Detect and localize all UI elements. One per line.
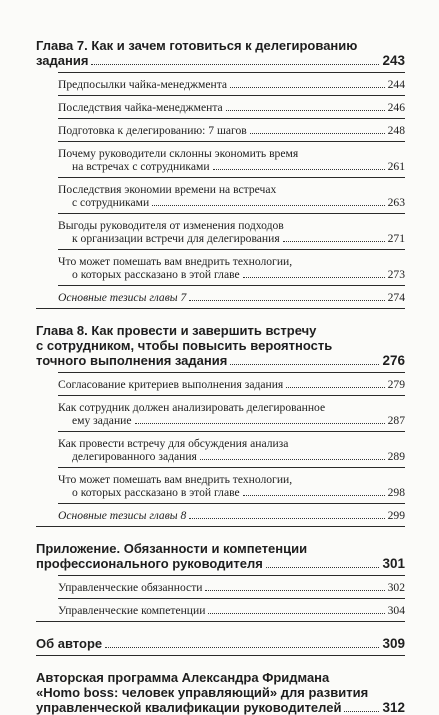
- leader-dots: [283, 241, 385, 242]
- toc-entry-summary: [58, 504, 405, 526]
- toc-entry: [58, 432, 405, 467]
- program-title-line: управленческой квалификации руководителей: [36, 700, 342, 715]
- entry-page: 274: [387, 291, 405, 304]
- entry-title-cont: на встречах с сотрудниками: [72, 160, 210, 173]
- chapter-8-title-line: с сотрудником, чтобы повысить вероятность: [36, 338, 333, 353]
- toc-entry: [58, 142, 405, 177]
- leader-dots: [286, 387, 384, 388]
- entry-page: 246: [387, 101, 405, 114]
- leader-dots: [91, 64, 379, 65]
- chapter-7-title-line: задания: [36, 53, 89, 68]
- entry-title: Предпосылки чайка-менеджмента: [58, 78, 228, 91]
- leader-dots: [205, 590, 384, 591]
- toc-entry: [58, 576, 405, 598]
- entry-page: 263: [387, 196, 405, 209]
- entry-page: 299: [387, 509, 405, 522]
- chapter-8-title-line: Глава 8. Как провести и завершить встречу: [36, 323, 317, 338]
- leader-dots: [200, 459, 385, 460]
- divider: [36, 308, 405, 309]
- leader-dots: [243, 495, 385, 496]
- leader-dots: [250, 133, 385, 134]
- divider: [36, 621, 405, 622]
- program-title-line: «Homo boss: человек управляющий» для развития: [36, 685, 369, 700]
- entry-title: Выгоды руководителя от изменения подходов: [58, 219, 284, 232]
- entry-title: Управленческие обязанности: [58, 581, 203, 594]
- toc-entry: [58, 599, 405, 621]
- program-title-line: Авторская программа Александра Фридмана: [36, 670, 330, 685]
- program-page: 312: [382, 700, 405, 715]
- appendix-section: [36, 541, 405, 622]
- entry-page: 279: [387, 378, 405, 391]
- leader-dots: [230, 364, 379, 365]
- entry-title: Как сотрудник должен анализировать делегированное: [58, 401, 326, 414]
- entry-title-cont: к организации встречи для делегирования: [72, 232, 280, 245]
- entry-page: 271: [387, 232, 405, 245]
- toc-entry: [58, 214, 405, 249]
- entry-title: Последствия чайка-менеджмента: [58, 101, 223, 114]
- entry-title-cont: о которых рассказано в этой главе: [72, 486, 240, 499]
- chapter-8-title: [36, 323, 405, 368]
- toc-entry-summary: [58, 286, 405, 308]
- toc-entry: [58, 468, 405, 503]
- leader-dots: [266, 567, 380, 568]
- entry-title: Как провести встречу для обсуждения анализа: [58, 437, 289, 450]
- leader-dots: [243, 277, 385, 278]
- entry-title: Подготовка к делегированию: 7 шагов: [58, 124, 247, 137]
- entry-title: Согласование критериев выполнения задания: [58, 378, 284, 391]
- entry-title: Основные тезисы главы 7: [58, 291, 187, 304]
- toc-entry: [58, 396, 405, 431]
- leader-dots: [208, 613, 384, 614]
- chapter-7-title: [36, 38, 405, 68]
- divider: [36, 526, 405, 527]
- toc-entry: [58, 178, 405, 213]
- entry-page: 261: [387, 160, 405, 173]
- program-section: [36, 670, 405, 715]
- toc-entry: [58, 250, 405, 285]
- entry-page: 244: [387, 78, 405, 91]
- entry-title: Управленческие компетенции: [58, 604, 206, 617]
- toc-entry: [58, 96, 405, 118]
- chapter-7-section: [36, 38, 405, 309]
- entry-page: 273: [387, 268, 405, 281]
- entry-page: 304: [387, 604, 405, 617]
- leader-dots: [152, 205, 384, 206]
- chapter-8-title-line: точного выполнения задания: [36, 353, 228, 368]
- appendix-title-line: Приложение. Обязанности и компетенции: [36, 541, 308, 556]
- toc-entry: [58, 373, 405, 395]
- entry-title: Что может помешать вам внедрить технологии,: [58, 255, 293, 268]
- entry-title-cont: ему задание: [72, 414, 132, 427]
- about-title: [36, 636, 405, 651]
- appendix-title-line: профессионального руководителя: [36, 556, 263, 571]
- entry-title-cont: делегированного задания: [72, 450, 197, 463]
- entry-title: Последствия экономии времени на встречах: [58, 183, 277, 196]
- chapter-7-page: 243: [382, 53, 405, 68]
- toc-entry: [58, 119, 405, 141]
- chapter-8-page: 276: [382, 353, 405, 368]
- leader-dots: [344, 711, 379, 712]
- leader-dots: [105, 647, 379, 648]
- entry-page: 287: [387, 414, 405, 427]
- program-title: [36, 670, 405, 715]
- entry-page: 302: [387, 581, 405, 594]
- leader-dots: [189, 518, 384, 519]
- leader-dots: [226, 110, 385, 111]
- appendix-page: 301: [382, 556, 405, 571]
- leader-dots: [135, 423, 385, 424]
- entry-title: Что может помешать вам внедрить технологии,: [58, 473, 293, 486]
- about-section: [36, 636, 405, 656]
- appendix-title: [36, 541, 405, 571]
- chapter-7-title-line: Глава 7. Как и зачем готовиться к делегированию: [36, 38, 358, 53]
- entry-page: 248: [387, 124, 405, 137]
- divider: [36, 655, 405, 656]
- entry-page: 298: [387, 486, 405, 499]
- entry-title: Почему руководители склонны экономить время: [58, 147, 299, 160]
- entry-page: 289: [387, 450, 405, 463]
- about-title-text: Об авторе: [36, 636, 103, 651]
- leader-dots: [213, 169, 385, 170]
- toc-entry: [58, 73, 405, 95]
- about-page: 309: [382, 636, 405, 651]
- entry-title: Основные тезисы главы 8: [58, 509, 187, 522]
- entry-title-cont: с сотрудниками: [72, 196, 150, 209]
- chapter-8-section: [36, 323, 405, 527]
- entry-title-cont: о которых рассказано в этой главе: [72, 268, 240, 281]
- leader-dots: [230, 87, 385, 88]
- leader-dots: [189, 300, 384, 301]
